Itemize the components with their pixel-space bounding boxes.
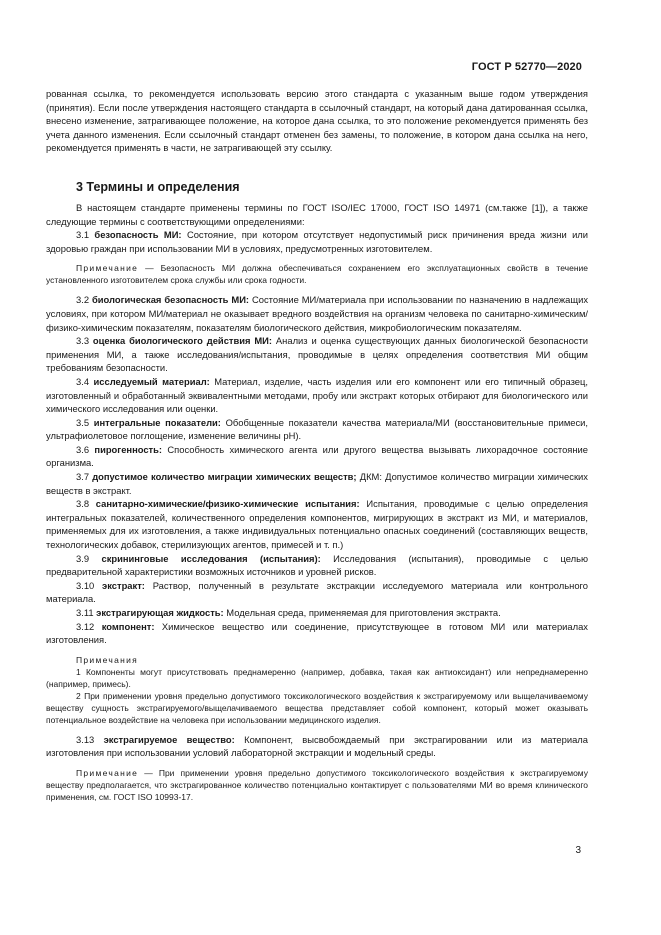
term-name: пирогенность: [94,443,163,455]
term-name: компонент: [101,620,155,632]
term-definition: Химическое вещество или соединение, присутствующее в готовом МИ или материалах изготовления. [46,620,588,646]
term-number: 3.1 [76,229,95,241]
term-name: допустимое количество миграции химических веществ; [92,471,357,483]
note-item-2: 2 При применении уровня предельно допустимого токсикологического воздействия к экстрагируемому или выщелачиваемому веществу сущность экстрагируемого/выщелачиваемого вещества представляет собой компонент, который может оказывать потенциальное воздействие на человека при использовании медицинского изделия. [46,690,588,725]
page-number: 3 [575,845,581,856]
term-name: безопасность МИ: [94,229,182,241]
term-definition: Раствор, полученный в результате экстракции исследуемого материала или контрольного материала. [46,579,588,605]
term-number: 3.7 [76,471,93,483]
term-definition: Состояние, при котором отсутствует недопустимый риск причинения вреда жизни или здоровью граждан при использовании МИ в условиях, предусмотренных изготовителем. [46,229,589,254]
page-content [46,87,588,803]
term-3-2 [46,293,588,334]
term-name: оценка биологического действия МИ: [92,335,273,347]
term-3-4 [46,375,588,416]
term-name: экстрагируемое вещество: [103,733,235,745]
note-item-1: 1 Компоненты могут присутствовать преднамеренно (например, добавка, такая как антиоксидант) или непреднамеренно (например, примесь). [46,666,588,689]
note-label: Примечание [76,767,139,778]
term-3-3 [46,334,588,375]
term-name: интегральные показатели: [93,416,221,428]
term-definition: Анализ и оценка существующих данных биологической безопасности применения МИ, а также исследования/испытания, проводимые в целях определения соответствия МИ общим требованиям безопасности. [46,335,588,374]
term-number: 3.12 [76,620,102,632]
term-name: экстракт: [102,579,145,591]
term-3-13 [46,733,588,760]
term-3-9 [46,552,588,579]
term-3-10 [46,579,588,606]
section-lead: В настоящем стандарте применены термины по ГОСТ ISO/IEC 17000, ГОСТ ISO 14971 (см.также [1]), а также следующие термины с соответствующими определениями: [46,201,588,227]
note-text: — При применении уровня предельно допустимого токсикологического воздействия к экстрагируемому веществу предполагается, что экстрагированное количество потенциально контактирует с пользователями МИ во время клинического применения, см. ГОСТ ISO 10993-17. [46,767,588,802]
term-name: скрининговые исследования (испытания): [101,552,321,564]
term-3-6 [46,443,588,470]
section-title: 3 Термины и определения [76,179,240,194]
note-text: — Безопасность МИ должна обеспечиваться сохранением его эксплуатационных свойств в течение установленного изготовителем срока службы или срока годности. [46,263,588,286]
term-name: экстрагирующая жидкость: [96,607,224,618]
term-definition: Исследования (испытания), проводимые с целью предварительной характеристики возможных источников и уровней рисков. [46,552,589,578]
term-name: исследуемый материал: [93,375,210,387]
term-3-11 [46,606,588,620]
term-definition: Состояние МИ/материала при использовании по назначению в надлежащих условиях, при котором МИ/материал не оказывает вредного воздействия на организм человека по санитарно-химическим/физико-химическим показателям, показателям биологического действия, микробиологическим показателям. [46,294,589,333]
note-3-13 [46,767,588,803]
intro-paragraph: рованная ссылка, то рекомендуется использовать версию этого стандарта с указанным выше годом утверждения (принятия). Если после утверждения настоящего стандарта в ссылочный стандарт, на который дана датированная ссылка, внесено изменение, затрагивающее положение, на которое дана ссылка, то это положение рекомендуется применять без учета данного изменения. Если ссылочный стандарт отменен без замены, то положение, в котором дана ссылка на него, рекомендуется применять в части, не затрагивающей эту ссылку. [46,88,588,154]
term-definition: Обобщенные показатели качества материала/МИ (восстановительные примеси, ультрафиолетовое поглощение, изменение величины pH). [46,416,589,442]
term-number: 3.3 [76,335,93,347]
term-name: биологическая безопасность МИ: [92,294,250,306]
term-3-8 [46,497,588,551]
term-number: 3.8 [76,498,96,510]
term-definition: Способность химического агента или другого вещества вызывать лихорадочное состояние организма. [46,443,588,469]
term-definition: Материал, изделие, часть изделия или его компонент или его типичный образец, изготовленный и обработанный эквивалентными методами, пробу или экстракт которых отбирают для биологического или химического исследования или оценки. [46,375,588,415]
term-3-7 [46,470,588,497]
term-name: санитарно-химические/физико-химические испытания: [95,498,360,510]
note-label: Примечание [76,263,139,274]
term-number: 3.11 [76,607,97,618]
note-3-1 [46,262,588,286]
term-number: 3.13 [76,733,104,745]
term-definition: ДКМ: Допустимое количество миграции химических веществ в экстракт. [46,471,588,496]
document-code: ГОСТ Р 52770—2020 [471,61,582,73]
term-definition: Компонент, высвобождаемый при экстрагировании или из материала изготовления при использовании условий лабораторной экстракции и модельный среды. [46,733,588,759]
term-3-1 [46,228,588,255]
term-definition: Модельная среда, применяемая для приготовления экстракта. [223,607,501,618]
term-number: 3.9 [76,552,102,564]
term-number: 3.2 [76,294,92,306]
term-number: 3.10 [76,579,103,591]
term-3-12 [46,620,588,647]
term-3-5 [46,416,588,443]
term-number: 3.6 [76,443,95,455]
term-number: 3.5 [76,416,94,428]
notes-label: Примечания [76,654,139,665]
term-definition: Испытания, проводимые с целью определения интегральных показателей, количественного определения компонентов, мигрирующих в экстракт из МИ, и материалов, применяемых для их изготовления, а также индивидуальных потенциально опасных соединений (составляющих веществ, технологических добавок, стерилизующих агентов, примесей и т. п.) [46,498,588,551]
term-number: 3.4 [76,375,94,387]
